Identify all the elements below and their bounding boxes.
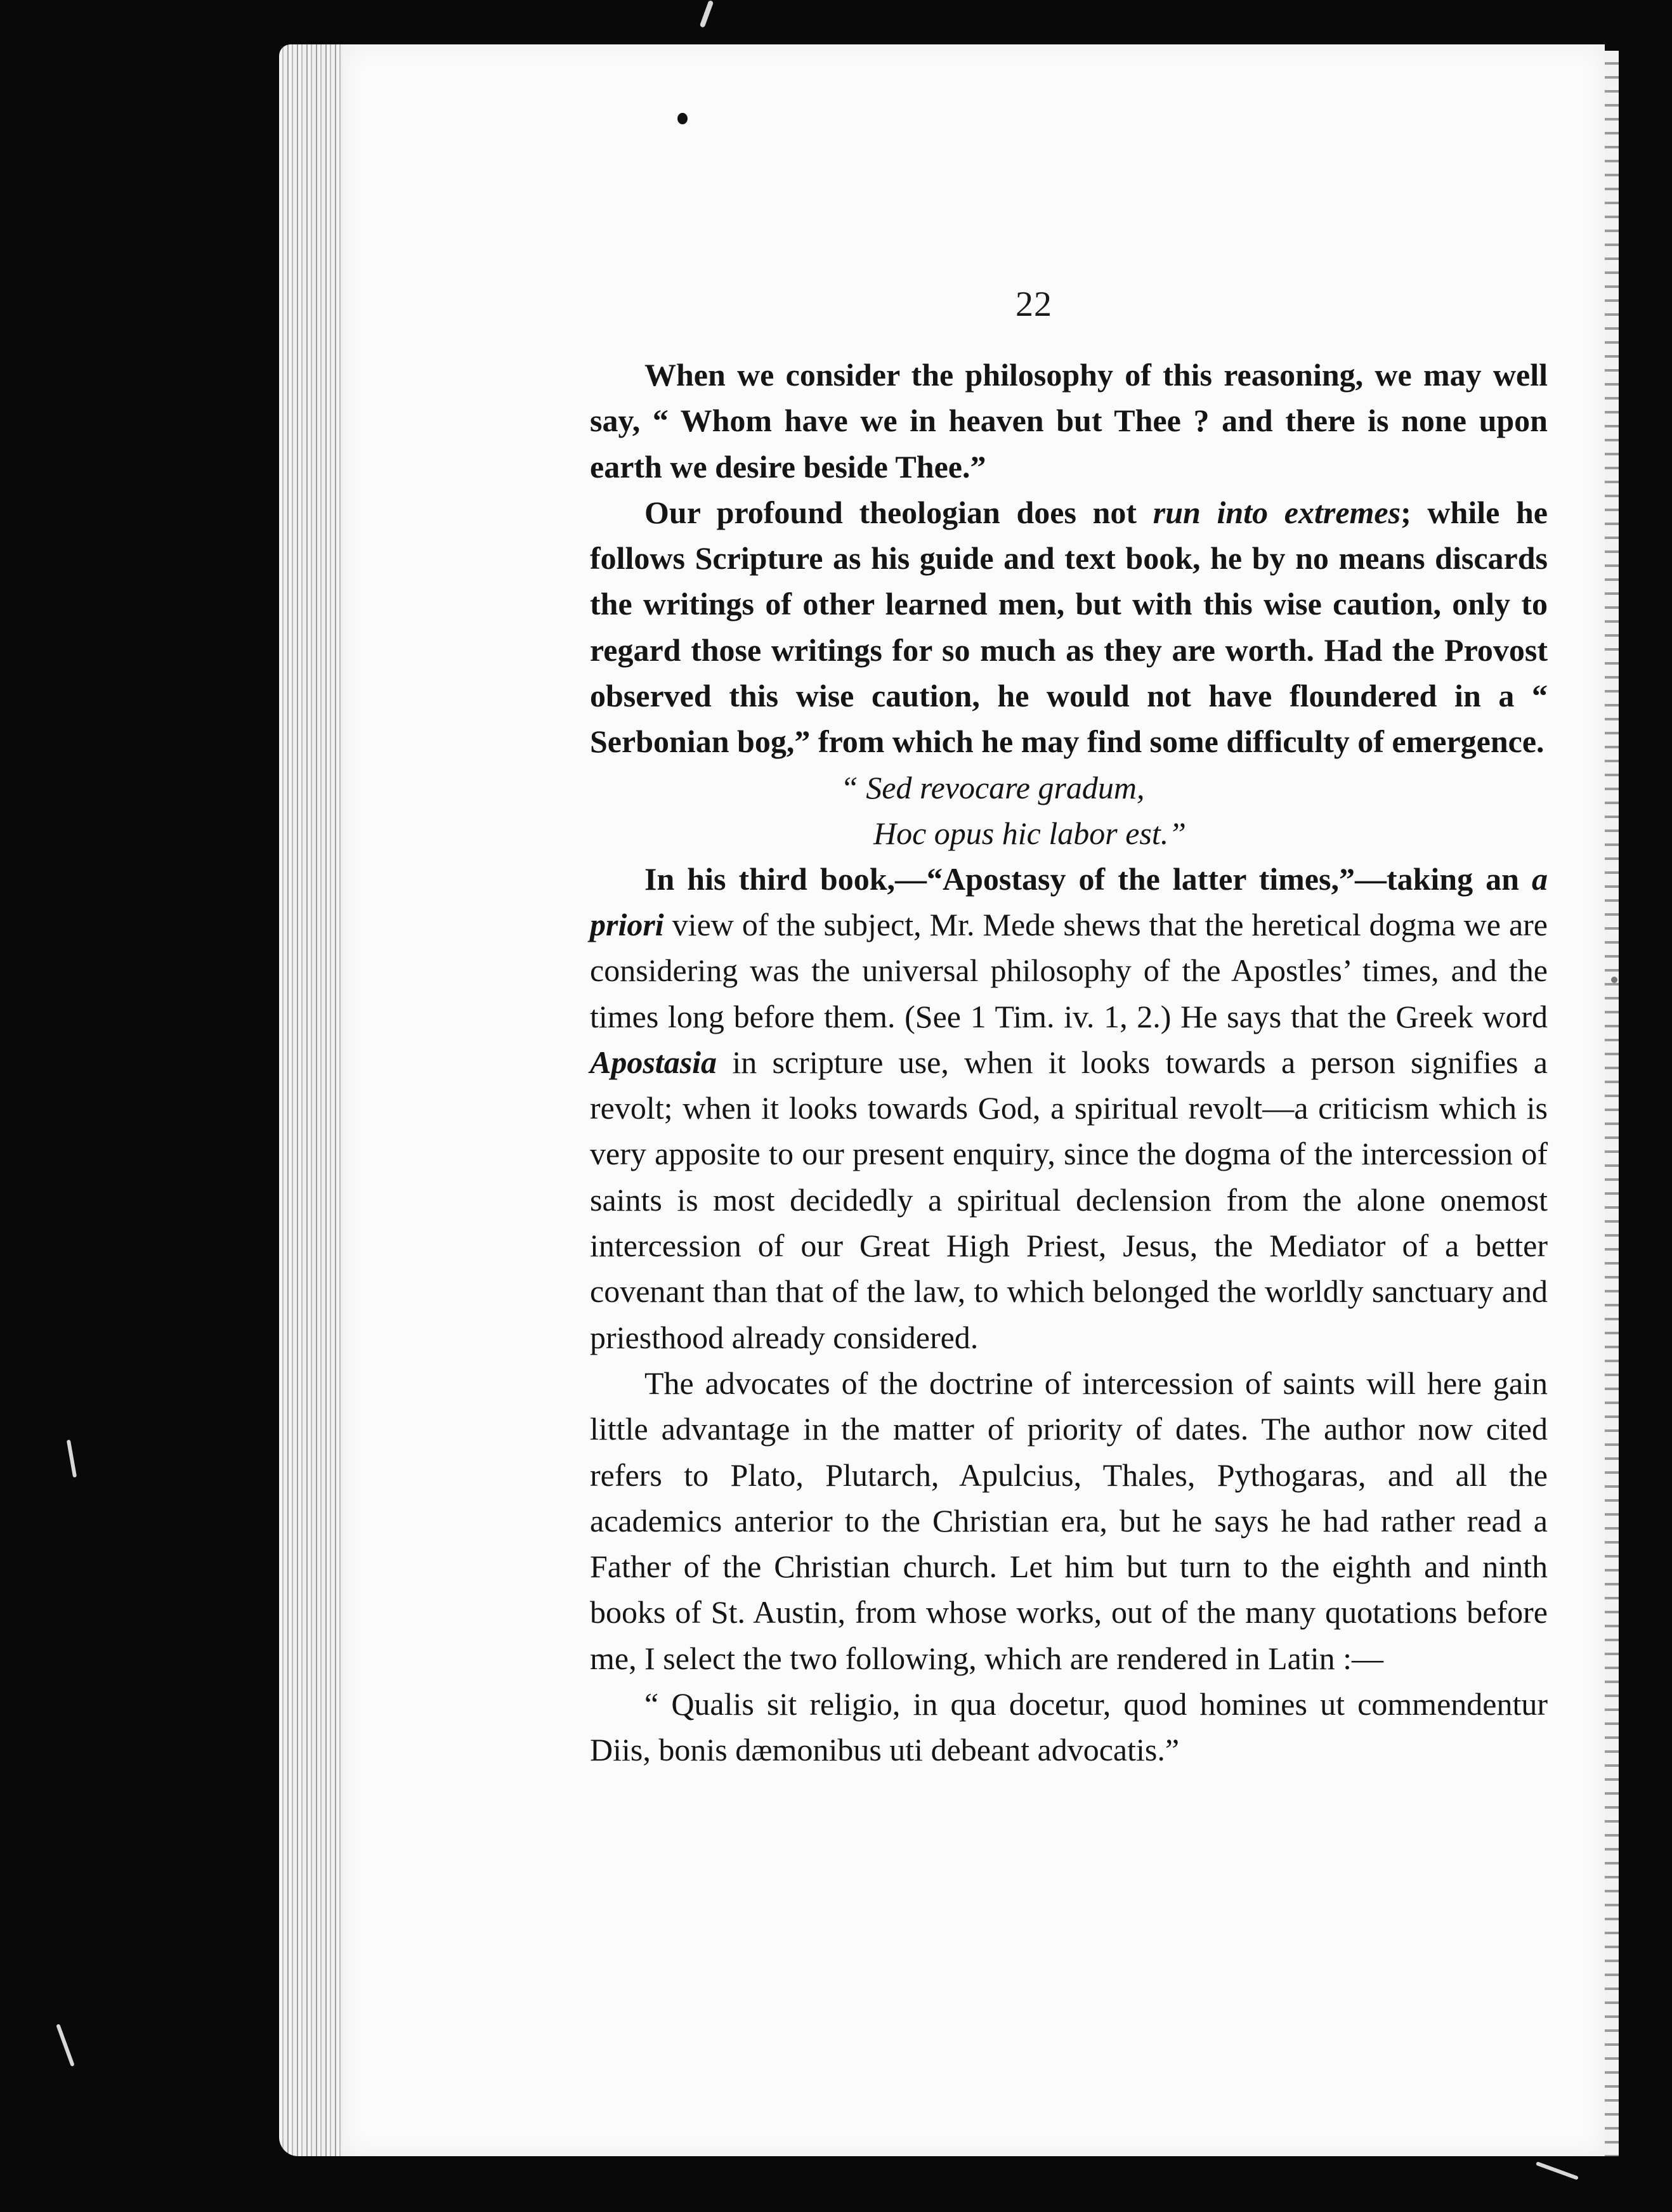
- paragraph-3-italic-1: a priori: [590, 861, 1548, 942]
- paragraph-2-rest: ; while he follows Scripture as his guide and text book, he by no means discards the writings of other learned men, but with this wise caution, only to regard those writings for so much as they are worth. Had the Provost observed this wise caution, he would not have floundered in a “ Serbonian bog,” from which he may find some difficulty of emergence.: [590, 494, 1548, 760]
- paragraph-2-italic: run into extremes: [1153, 494, 1401, 530]
- paragraph-3-part-1: In his third book,—“Apostasy of the latter times,”—taking an: [644, 861, 1532, 897]
- ink-speck: [677, 113, 688, 124]
- page-number: 22: [1016, 285, 1052, 324]
- paragraph-2-start: Our profound theologian does not: [644, 494, 1153, 530]
- text-block: [590, 352, 1548, 1773]
- paragraph-3: [590, 856, 1548, 1360]
- latin-verse-line-1: “ Sed revocare gradum,: [840, 769, 1145, 805]
- paragraph-1: [590, 352, 1548, 490]
- paragraph-2: [590, 490, 1548, 765]
- latin-verse-line-2: Hoc opus hic labor est.”: [873, 815, 1187, 851]
- ink-speck: [1611, 977, 1617, 983]
- right-page-edge: [1605, 51, 1619, 2156]
- paragraph-3-part-2: view of the subject, Mr. Mede shews that the heretical dogma we are considering was the universal philosophy of the Apostles’ times, and the times long before them. (See 1 Tim. iv. 1, 2.) He says that the Greek word: [590, 906, 1548, 1034]
- paragraph-1-text: When we consider the philosophy of this reasoning, we may well say, “ Whom have we in heaven but Thee ? and there is none upon earth we desire beside Thee.”: [590, 357, 1548, 485]
- paragraph-3-part-3: in scripture use, when it looks towards a person signifies a revolt; when it looks towards God, a spiritual revolt—a criticism which is very apposite to our present enquiry, since the dogma of the intercession of saints is most decidedly a spiritual declension from the alone onemost intercession of our Great High Priest, Jesus, the Mediator of a better covenant than that of the law, to which belonged the worldly sanctuary and priesthood already considered.: [590, 1044, 1548, 1355]
- paragraph-3-italic-2: Apostasia: [590, 1044, 717, 1080]
- page-edge-stack: [279, 44, 349, 2156]
- paragraph-5-latin-quote: “ Qualis sit religio, in qua docetur, quod homines ut commendentur Diis, bonis dæmonibus uti debeant advocatis.”: [590, 1686, 1548, 1768]
- paragraph-4: The advocates of the doctrine of intercession of saints will here gain little advantage in the matter of priority of dates. The author now cited refers to Plato, Plutarch, Apulcius, Thales, Pythogaras, and all the academics anterior to the Christian era, but he says he had rather read a Father of the Christian church. Let him but turn to the eighth and ninth books of St. Austin, from whose works, out of the many quotations before me, I select the two following, which are rendered in Latin :—: [590, 1365, 1548, 1676]
